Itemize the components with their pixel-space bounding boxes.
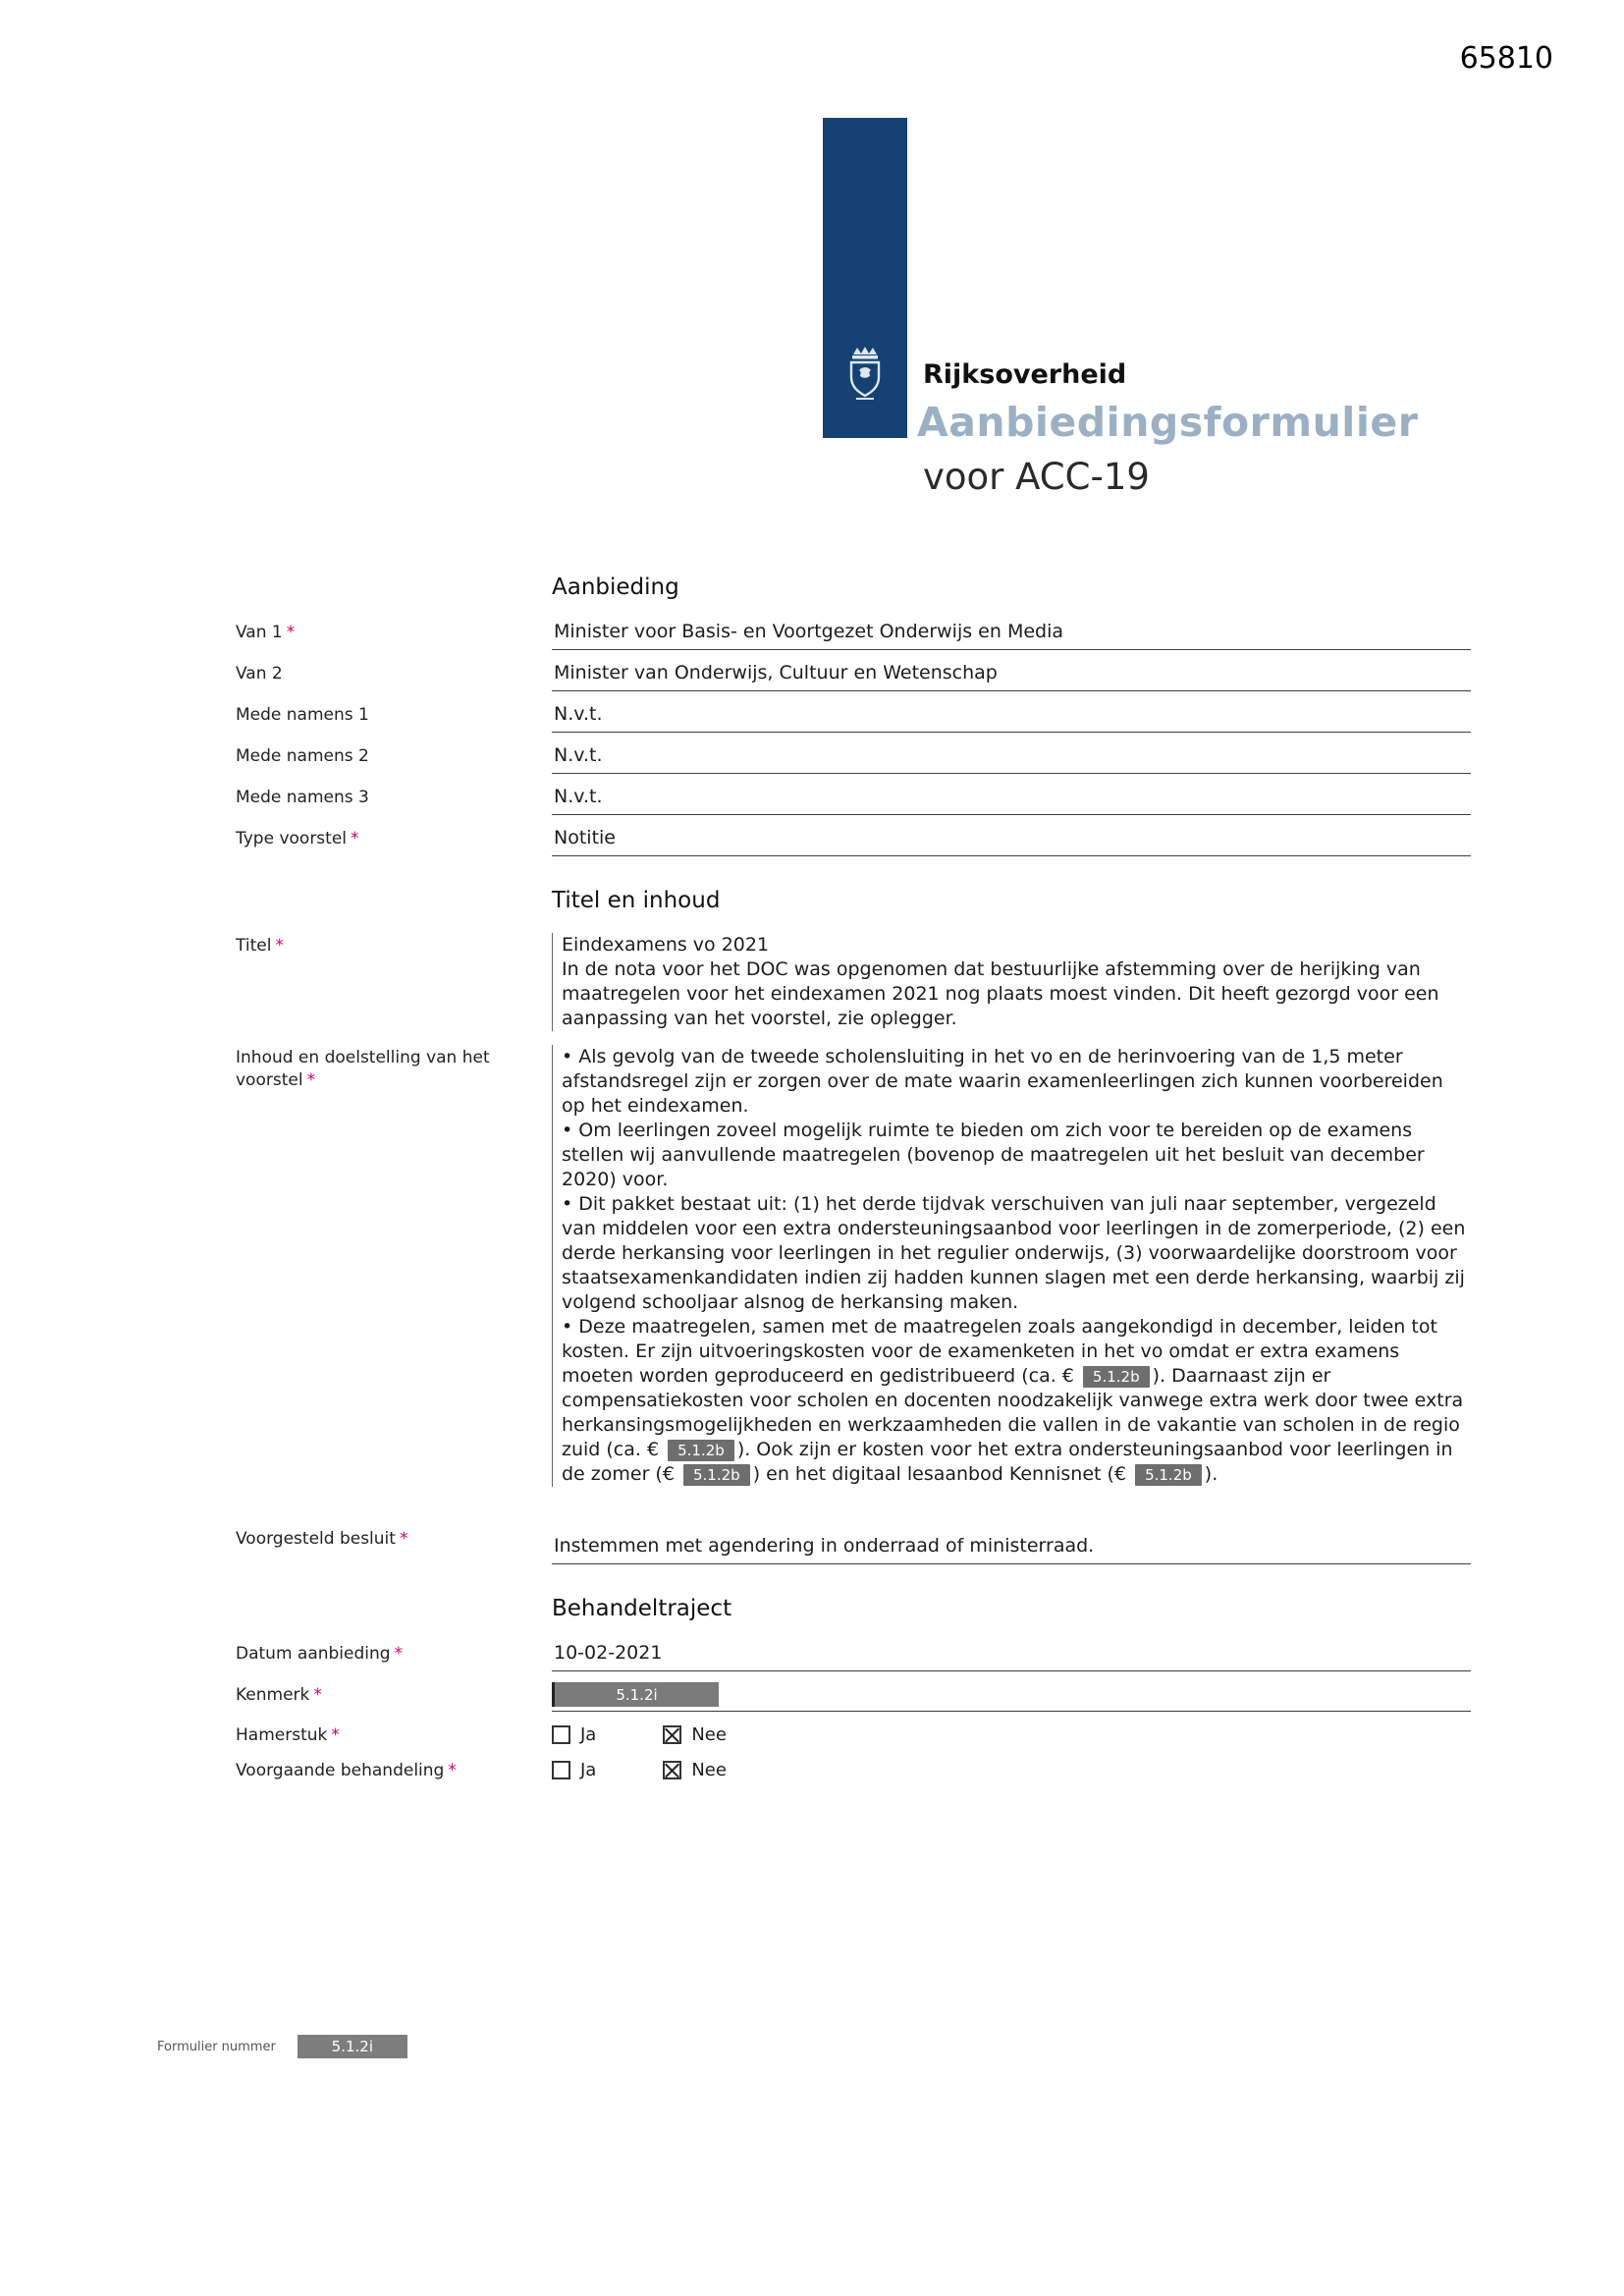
field-label	[236, 1641, 552, 1666]
field-label	[236, 1526, 552, 1551]
required-marker: *	[306, 1070, 316, 1090]
redaction-box: 5.1.2i	[298, 2035, 407, 2058]
required-marker: *	[286, 623, 296, 642]
formulier-nummer-label: Formulier nummer	[157, 2039, 276, 2054]
checkbox-label: Nee	[691, 1760, 727, 1780]
label-text: Mede namens 1	[236, 705, 369, 725]
checkbox-label: Ja	[580, 1724, 597, 1745]
field-label	[236, 785, 552, 809]
form-row-type-voorstel	[236, 826, 1471, 856]
bullet-text: ). Daarnaast zijn er compensatiekosten voor scholen en docenten noodzakelijk vanwege extra werk door twee extra herkansingsmogelijkheden en werkzaamheden die vallen in de vakantie van scholen in de regio zuid (ca. €	[562, 1365, 1464, 1460]
form-row-voorgaande-behandeling	[236, 1758, 1471, 1782]
checkbox-label: Ja	[580, 1760, 597, 1780]
hamerstuk-ja-checkbox[interactable]	[552, 1725, 570, 1744]
label-text: Datum aanbieding	[236, 1644, 391, 1664]
form-row-mede-namens-1	[236, 702, 1471, 733]
label-text: Van 2	[236, 664, 283, 683]
required-marker: *	[313, 1685, 322, 1705]
form-subtitle: voor ACC-19	[923, 456, 1150, 498]
field-label	[236, 1758, 552, 1782]
required-marker: *	[275, 936, 284, 956]
section-heading-titel-en-inhoud: Titel en inhoud	[552, 888, 721, 913]
kenmerk-field[interactable]	[552, 1682, 1471, 1712]
voorgaande-behandeling-options	[552, 1758, 1471, 1780]
section-heading-aanbieding: Aanbieding	[552, 574, 679, 600]
type-voorstel-field[interactable]: Notitie	[552, 826, 1471, 856]
brand-name: Rijksoverheid	[923, 359, 1127, 390]
form-row-hamerstuk	[236, 1722, 1471, 1747]
label-text: Mede namens 2	[236, 746, 369, 766]
voorgaande-ja-checkbox[interactable]	[552, 1761, 570, 1779]
form-row-datum-aanbieding	[236, 1641, 1471, 1671]
label-text: Kenmerk	[236, 1685, 310, 1705]
required-marker: *	[399, 1529, 408, 1549]
redaction-box: 5.1.2b	[668, 1440, 734, 1461]
hamerstuk-nee-checkbox[interactable]	[663, 1725, 681, 1744]
form-body	[236, 574, 1471, 1793]
rijksoverheid-logo-icon	[837, 344, 893, 409]
field-label	[236, 1722, 552, 1747]
bullet-text: ).	[1204, 1463, 1218, 1485]
inhoud-bullet: • Als gevolg van de tweede scholensluiting in het vo en de herinvoering van de 1,5 meter afstandsregel zijn er zorgen over de mate waarin examenleerlingen zich kunnen voorbereiden op het eindexamen.	[562, 1045, 1471, 1119]
van-2-field[interactable]: Minister van Onderwijs, Cultuur en Wetenschap	[552, 661, 1471, 691]
label-text: Titel	[236, 936, 272, 956]
checkbox-label: Nee	[691, 1724, 727, 1745]
section-heading-behandeltraject: Behandeltraject	[552, 1596, 732, 1621]
field-label	[236, 661, 552, 685]
hamerstuk-options	[552, 1722, 1471, 1745]
datum-aanbieding-field[interactable]: 10-02-2021	[552, 1641, 1471, 1671]
field-label	[236, 743, 552, 768]
form-row-mede-namens-3	[236, 785, 1471, 815]
label-text: Voorgaande behandeling	[236, 1761, 445, 1780]
label-text: Van 1	[236, 623, 283, 642]
form-row-voorgesteld-besluit	[236, 1526, 1471, 1564]
field-label	[236, 1045, 552, 1092]
label-text: Mede namens 3	[236, 788, 369, 807]
voorgaande-nee-checkbox[interactable]	[663, 1761, 681, 1779]
required-marker: *	[394, 1644, 404, 1664]
form-row-kenmerk	[236, 1682, 1471, 1712]
page-number: 65810	[1459, 41, 1553, 76]
redaction-box: 5.1.2b	[683, 1464, 750, 1486]
label-text: Voorgesteld besluit	[236, 1529, 396, 1549]
form-row-van-2	[236, 661, 1471, 691]
form-row-mede-namens-2	[236, 743, 1471, 774]
field-label	[236, 933, 552, 957]
brand-ribbon	[823, 118, 907, 438]
required-marker: *	[331, 1725, 340, 1745]
inhoud-bullet: • Om leerlingen zoveel mogelijk ruimte te bieden om zich voor te bereiden op de examens stellen wij aanvullende maatregelen (bovenop de maatregelen uit het besluit van december 2020) voor.	[562, 1119, 1471, 1192]
form-footer	[157, 2035, 407, 2058]
label-text: Hamerstuk	[236, 1725, 328, 1745]
voorgesteld-besluit-field[interactable]: Instemmen met agendering in onderraad of ministerraad.	[552, 1526, 1471, 1564]
van-1-field[interactable]: Minister voor Basis- en Voortgezet Onderwijs en Media	[552, 620, 1471, 650]
field-label	[236, 1682, 552, 1707]
required-marker: *	[448, 1761, 457, 1780]
inhoud-bullet	[562, 1315, 1471, 1487]
form-row-inhoud	[236, 1045, 1471, 1487]
bullet-text: Deze maatregelen, samen met de maatregelen zoals aangekondigd in december, leiden tot kosten. Er zijn uitvoeringskosten voor de examenketen in het vo omdat er extra examens moeten worden geproduceerd en gedistribueerd (ca. €	[562, 1316, 1437, 1387]
bullet-text: ). Ook zijn er kosten voor het extra ondersteuningsaanbod voor leerlingen in de zomer (€	[562, 1439, 1453, 1485]
required-marker: *	[351, 829, 359, 848]
titel-field[interactable]	[552, 933, 1471, 1031]
inhoud-bullet: • Dit pakket bestaat uit: (1) het derde tijdvak verschuiven van juli naar september, vergezeld van middelen voor een extra ondersteuningsaanbod voor leerlingen in de zomerperiode, (2) een derde herkansing voor leerlingen in het regulier onderwijs, (3) voorwaardelijke doorstroom voor staatsexamenkandidaten indien zij hadden kunnen slagen met een derde herkansing, waarbij zij volgend schooljaar alsnog de herkansing maken.	[562, 1192, 1471, 1315]
field-label	[236, 826, 552, 850]
titel-line: In de nota voor het DOC was opgenomen dat bestuurlijke afstemming over de herijking van maatregelen voor het eindexamen 2021 nog plaats moest vinden. Dit heeft gezorgd voor een aanpassing van het voorstel, zie oplegger.	[562, 958, 1439, 1029]
mede-namens-2-field[interactable]: N.v.t.	[552, 743, 1471, 774]
form-row-van-1	[236, 620, 1471, 650]
label-text: Inhoud en doelstelling van het voorstel	[236, 1048, 490, 1090]
mede-namens-1-field[interactable]: N.v.t.	[552, 702, 1471, 733]
bullet-text: ) en het digitaal lesaanbod Kennisnet (€	[752, 1463, 1133, 1485]
mede-namens-3-field[interactable]: N.v.t.	[552, 785, 1471, 815]
field-label	[236, 702, 552, 727]
redaction-box: 5.1.2b	[1135, 1464, 1202, 1486]
redaction-box: 5.1.2b	[1083, 1366, 1150, 1388]
field-label	[236, 620, 552, 644]
redaction-box: 5.1.2i	[552, 1682, 719, 1707]
form-row-titel	[236, 933, 1471, 1031]
titel-line: Eindexamens vo 2021	[562, 934, 770, 956]
form-title: Aanbiedingsformulier	[917, 399, 1419, 446]
inhoud-field[interactable]	[552, 1045, 1471, 1487]
label-text: Type voorstel	[236, 829, 348, 848]
